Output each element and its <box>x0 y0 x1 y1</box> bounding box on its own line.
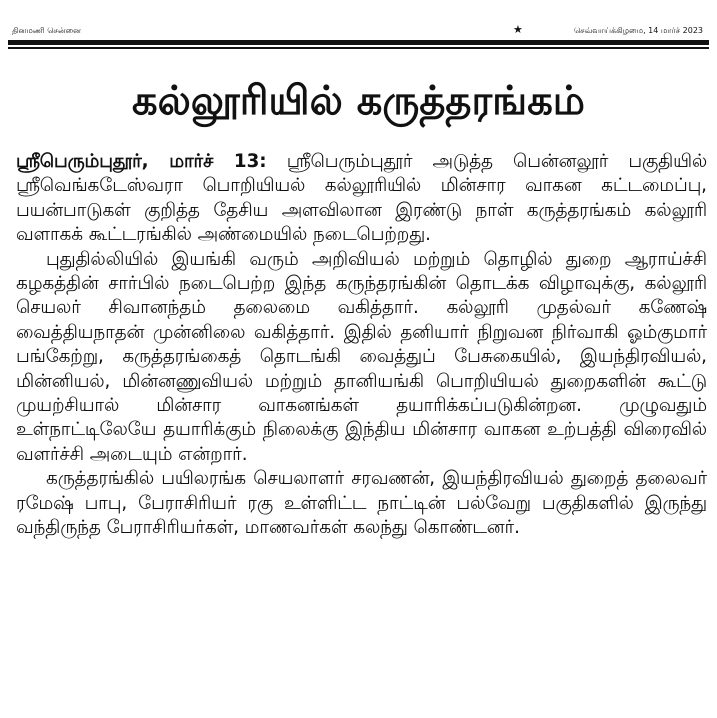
article-paragraph <box>16 150 707 248</box>
dateline: ஸ்ரீபெரும்புதூர், மார்ச் 13: <box>16 151 267 172</box>
header-rule-thick <box>8 40 709 45</box>
article-body <box>16 150 707 541</box>
article-paragraph: புதுதில்லியில் இயங்கி வரும் அறிவியல் மற்றும் தொழில் துறை ஆராய்ச்சி கழகத்தின் சார்பில் நடைபெற்ற இந்த கருந்தரங்கின் தொடக்க விழாவுக்கு, கல்லூரி செயலர் சிவானந்தம் தலைமை வகித்தார். கல்லூரி முதல்வர் கணேஷ் வைத்தியநாதன் முன்னிலை வகித்தார். இதில் தனியார் நிறுவன நிர்வாகி ஓம்குமார் பங்கேற்று, கருத்தரங்கைத் தொடங்கி வைத்துப் பேசுகையில், இயந்திரவியல், மின்னியல், மின்னணுவியல் மற்றும் தானியங்கி பொறியியல் துறைகளின் கூட்டு முயற்சியால் மின்சார வாகனங்கள் தயாரிக்கப்படுகின்றன. முழுவதும் உள்நாட்டிலேயே தயாரிக்கும் நிலைக்கு இந்திய மின்சார வாகன உற்பத்தி விரைவில் வளர்ச்சி அடையும் என்றார். <box>16 248 707 465</box>
newspaper-name: தினமணி சென்னை <box>12 26 81 35</box>
star-icon: ★ <box>513 23 523 36</box>
issue-date: செவ்வாய்க்கிழமை, 14 மார்ச் 2023 <box>573 26 703 35</box>
masthead <box>10 23 707 39</box>
paragraph-text: ஸ்ரீபெரும்புதூர் அடுத்த பென்னலூர் பகுதியில் ஸ்ரீவெங்கடேஸ்வரா பொறியியல் கல்லூரியில் மின்சார வாகன கட்டமைப்பு, பயன்பாடுகள் குறித்த தேசிய அளவிலான இரண்டு நாள் கருத்தரங்கம் கல்லூரி வளாகக் கூட்டரங்கில் அண்மையில் நடைபெற்றது. <box>16 151 708 246</box>
headline: கல்லூரியில் கருத்தரங்கம் <box>132 78 585 124</box>
header-rule-thin <box>8 47 709 49</box>
article-paragraph: கருத்தரங்கில் பயிலரங்க செயலாளர் சரவணன், இயந்திரவியல் துறைத் தலைவர் ரமேஷ் பாபு, பேராசிரியர் ரகு உள்ளிட்ட நாட்டின் பல்வேறு பகுதிகளில் இருந்து வந்திருந்த பேராசிரியர்கள், மாணவர்கள் கலந்து கொண்டனர். <box>16 468 707 539</box>
